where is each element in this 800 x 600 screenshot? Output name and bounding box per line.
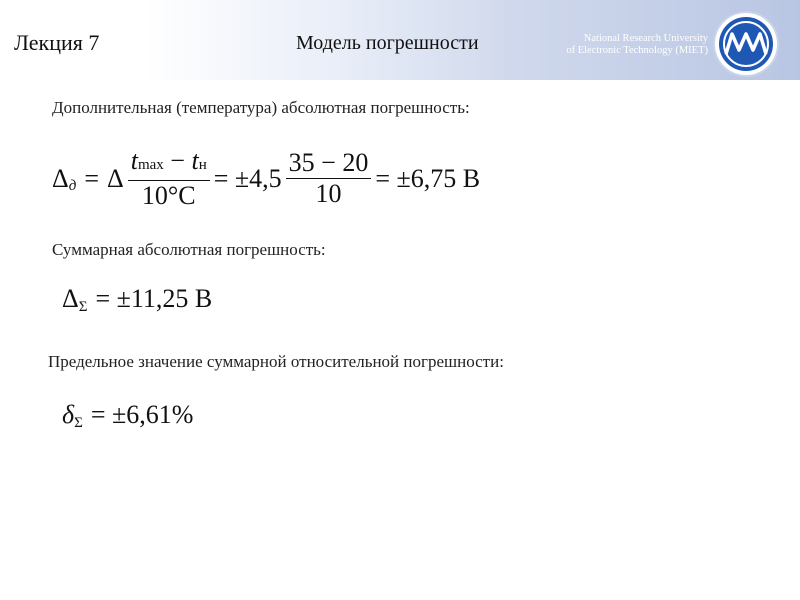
delta-symbol: Δ <box>52 163 69 193</box>
minus-sign: − <box>170 146 185 175</box>
section-heading-total-absolute: Суммарная абсолютная погрешность: <box>52 240 326 259</box>
formula-total-absolute <box>62 284 212 314</box>
fraction-denominator: 10°C <box>141 181 196 210</box>
university-line-1: National Research University <box>583 33 708 44</box>
formula-result: = ±6,75 В <box>375 163 481 193</box>
page-title: Модель погрешности <box>296 32 479 54</box>
t-max-subscript: max <box>137 157 164 173</box>
section-heading-additional: Дополнительная (температура) абсолютная погрешность: <box>52 98 470 117</box>
formula-result: = ±11,25 В <box>95 284 213 313</box>
miet-logo <box>712 10 780 78</box>
lecture-number: Лекция 7 <box>14 30 100 55</box>
value-fraction-denominator: 10 <box>315 179 342 208</box>
delta-symbol-2: Δ <box>107 163 124 193</box>
t-variable: t <box>130 146 138 175</box>
t-variable-2: t <box>191 146 199 175</box>
value-fraction-numerator: 35 − 20 <box>288 148 369 177</box>
value-fraction <box>286 148 372 209</box>
formula-additional-error <box>52 146 480 211</box>
fraction-numerator <box>128 146 210 180</box>
sigma-subscript: Σ <box>74 414 83 431</box>
equals-coefficient: = ±4,5 <box>213 163 282 193</box>
university-name <box>566 33 708 57</box>
header-bar <box>0 0 800 80</box>
formula-result: = ±6,61% <box>90 400 194 429</box>
sigma-subscript: Σ <box>78 298 88 315</box>
equals-sign: = <box>84 163 99 193</box>
university-line-2: of Electronic Technology (MIET) <box>566 45 708 56</box>
delta-subscript: д <box>68 178 77 194</box>
formula-relative-limit <box>62 400 193 430</box>
temperature-fraction <box>128 146 210 211</box>
delta-small-symbol: δ <box>62 400 75 429</box>
delta-symbol: Δ <box>62 284 79 313</box>
t-n-subscript: н <box>198 157 207 173</box>
section-heading-relative-limit: Предельное значение суммарной относительной погрешности: <box>48 352 504 371</box>
